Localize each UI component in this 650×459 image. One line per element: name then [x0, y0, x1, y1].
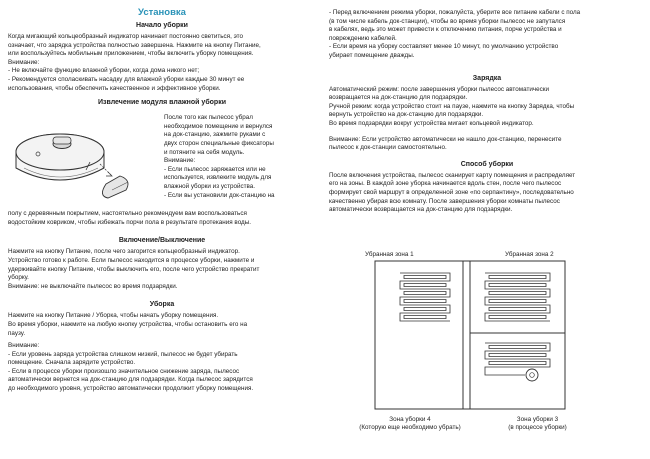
- charging-paragraph-1: Автоматический режим: после завершения уборки пылесос автоматически возвращается на док-станцию для подзарядки. Ручной режим: когда устройство стоит на паузе, нажмите на кнопку Зарядка, чтобы вернуть устройство на док-станцию для подзарядки. Во время подзарядки вокруг устройства мигает кольцевой индикатор.: [329, 85, 575, 127]
- method-heading: Способ уборки: [460, 160, 514, 168]
- power-paragraph: Нажмите на кнопку Питание, после чего загорится кольцеобразный индикатор. Устройство готово к работе. Если пылесос находится в процессе уборки, нажмите и удерживайте кнопку Питание, чтобы выключить его, после чего устройство прекратит уборку. Внимание: не выключайте пылесос во время подзарядки.: [8, 248, 260, 290]
- left-column: [8, 0, 316, 394]
- wet-module-heading: Извлечение модуля влажной уборки: [97, 99, 227, 107]
- zone3-label: Зона уборки 3 (в процессе уборки): [508, 416, 567, 431]
- cleaning-paragraph-2: Внимание: - Если уровень заряда устройства слишком низкий, пылесос не будет убирать помещение. Сначала зарядите устройство. - Если в процессе уборки произошло значительное снижение заряда, пылесос автоматически вернется на док-станцию для подзарядки. Когда пылесос зарядится до необходимого уровня, устройство автоматически продолжит уборку помещения.: [8, 342, 254, 393]
- zone2-label: Убранная зона 2: [505, 251, 554, 258]
- start-heading: Начало уборки: [136, 22, 188, 29]
- charging-paragraph-2: Внимание: Если устройство автоматически не нашло док-станцию, перенесите пылесос к док-станции самостоятельно.: [329, 135, 562, 152]
- robot-vacuum-illustration: [8, 110, 158, 210]
- charging-heading: Зарядка: [472, 74, 502, 82]
- zone4-label: Зона уборки 4 (Которую еще необходимо убрать): [359, 416, 461, 431]
- wet-module-paragraph: полу с деревянным покрытием, настоятельно рекомендуем вам воспользоваться водостойким ковриком, чтобы избежать порчи пола в результате протекания воды.: [8, 210, 252, 226]
- right-column: [329, 0, 645, 215]
- zone1-label: Убранная зона 1: [365, 251, 414, 258]
- wet-module-side-text: После того как пылесос убрал необходимое помещение и вернулся на док-станцию, зажмите руками с двух сторон специальные фиксаторы и потяните на себя модуль. Внимание: - Если пылесос заряжается или не используется, извлеките модуль для влажной уборки из устройства. - Если вы установили док-станцию на: [164, 114, 275, 199]
- intro-paragraph: - Перед включением режима уборки, пожалуйста, уберите все питание кабели с пола (в том числе кабель док-станции), чтобы во время уборки пылесос не запутался в кабелях, ведь это может привести к отключению питания, порче устройства и повреждению кабелей. - Если время на уборку составляет менее 10 минут, по умолчанию устройство убирает помещение дважды.: [329, 9, 581, 59]
- method-paragraph: После включения устройства, пылесос сканирует карту помещения и распределяет его на зоны. В каждой зоне уборка начинается вдоль стен, после чего пылесос формирует свой маршрут в определенной зоне «по серпантину», последовательно качественно убирая всю комнату. После завершения уборки комнаты пылесос автоматически возвращается на док-станцию для подзарядки.: [329, 171, 576, 214]
- cleaning-paragraph-1: Нажмите на кнопку Питание / Уборка, чтобы начать уборку помещения. Во время уборки, нажмите на любую кнопку устройства, чтобы остановить его на паузу.: [8, 312, 248, 337]
- cleaning-zones-diagram: [355, 251, 585, 449]
- start-paragraph: Когда мигающий кольцеобразный индикатор начинает постоянно светиться, это означает, что зарядка устройства полностью завершена. Нажмите на кнопку Питание, или воспользуйтесь мобильным приложением, чтобы включить уборку помещения. Внимание: - Не включайте функцию влажной уборки, когда дома никого нет; - Рекомендуется споласкивать насадку для влажной уборки каждые 30 минут ее использования, чтобы обеспечить качественное и эффективное уборки.: [8, 33, 261, 92]
- wet-module-block: [8, 110, 316, 210]
- power-heading: Включение/Выключение: [118, 237, 206, 245]
- cleaning-heading: Уборка: [149, 301, 175, 309]
- section-title: Установка: [138, 7, 186, 18]
